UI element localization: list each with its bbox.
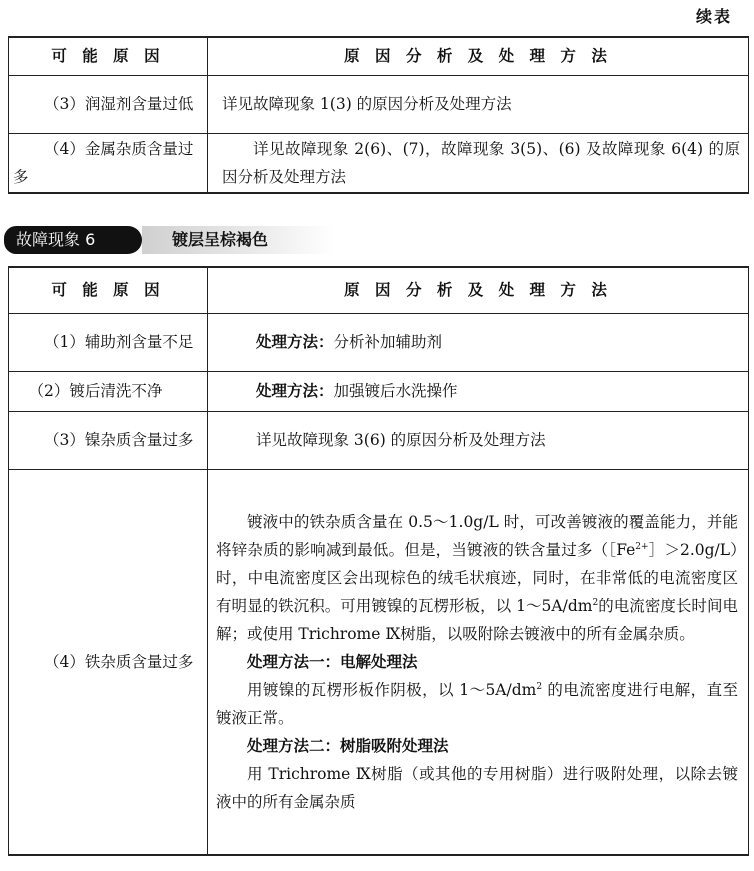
table-header-row <box>9 37 749 75</box>
method-2-title: 处理方法二：树脂吸附处理法 <box>247 735 449 755</box>
method-text: 的电流密度进行电解，直至镀液正常。 <box>216 680 738 727</box>
method-cell: 详见故障现象 1(3) 的原因分析及处理方法 <box>208 75 749 133</box>
table-continued <box>8 36 749 194</box>
cause-cell: （4）铁杂质含量过多 <box>9 469 208 855</box>
method-text: 分析补加辅助剂 <box>333 333 443 351</box>
cause-cell: （4）金属杂质含量过多 <box>9 133 208 193</box>
method-label: 处理方法： <box>256 381 334 400</box>
continued-label: 续表 <box>695 7 732 26</box>
table-fault-6 <box>8 266 749 856</box>
method-cell <box>208 313 749 371</box>
cause-cell: （2）镀后清洗不净 <box>9 371 208 411</box>
section-badge: 故障现象 6 <box>4 226 142 254</box>
header-method: 原 因 分 析 及 处 理 方 法 <box>208 267 749 313</box>
method-cell: 详见故障现象 3(6) 的原因分析及处理方法 <box>208 411 749 469</box>
table-row <box>9 469 749 855</box>
cause-cell: （3）镍杂质含量过多 <box>9 411 208 469</box>
table-row <box>9 133 749 193</box>
section-heading <box>4 226 334 254</box>
cause-cell: （1）辅助剂含量不足 <box>9 313 208 371</box>
analysis-paragraph <box>216 508 738 648</box>
table-header-row <box>9 267 749 313</box>
table-row <box>9 371 749 411</box>
section-title: 镀层呈棕褐色 <box>142 226 334 254</box>
header-cause: 可 能 原 因 <box>9 37 208 75</box>
method-text: 用镀镍的瓦楞形板作阴极，以 1～5A/dm <box>247 680 537 699</box>
header-cause: 可 能 原 因 <box>9 267 208 313</box>
method-cell <box>208 469 749 855</box>
table-row <box>9 313 749 371</box>
superscript: 2 <box>536 681 543 692</box>
table-row <box>9 75 749 133</box>
method-cell: 详见故障现象 2(6)、(7)，故障现象 3(5)、(6) 及故障现象 6(4) 的原因分析及处理方法 <box>208 133 749 193</box>
method-1-text <box>216 676 738 732</box>
method-1-title: 处理方法一：电解处理法 <box>247 651 418 671</box>
method-2-text: 用 Trichrome Ⅸ树脂（或其他的专用树脂）进行吸附处理，以除去镀液中的所有金属杂质 <box>216 764 738 811</box>
header-method: 原 因 分 析 及 处 理 方 法 <box>208 37 749 75</box>
method-label: 处理方法： <box>256 332 334 351</box>
analysis-text: 的电流密度长时间电解；或使用 Trichrome Ⅸ树脂，以吸附除去镀液中的所有金属杂质。 <box>216 596 738 643</box>
method-cell <box>208 371 749 411</box>
method-text: 加强镀后水洗操作 <box>333 382 458 400</box>
cause-cell: （3）润湿剂含量过低 <box>9 75 208 133</box>
analysis-text: ］＞2.0g/L）时，中电流密度区会出现棕色的绒毛状痕迹，同时，在非常低的电流密度区有明显的铁沉积。可用镀镍的瓦楞形板，以 1～5A/dm <box>216 540 738 615</box>
table-row <box>9 411 749 469</box>
analysis-text: 镀液中的铁杂质含量在 0.5～1.0g/L 时，可改善镀液的覆盖能力，并能将锌杂质的影响减到最低。但是，当镀液的铁含量过多（［Fe <box>216 512 738 559</box>
superscript: 2 <box>592 597 599 608</box>
superscript: 2+ <box>635 541 649 552</box>
